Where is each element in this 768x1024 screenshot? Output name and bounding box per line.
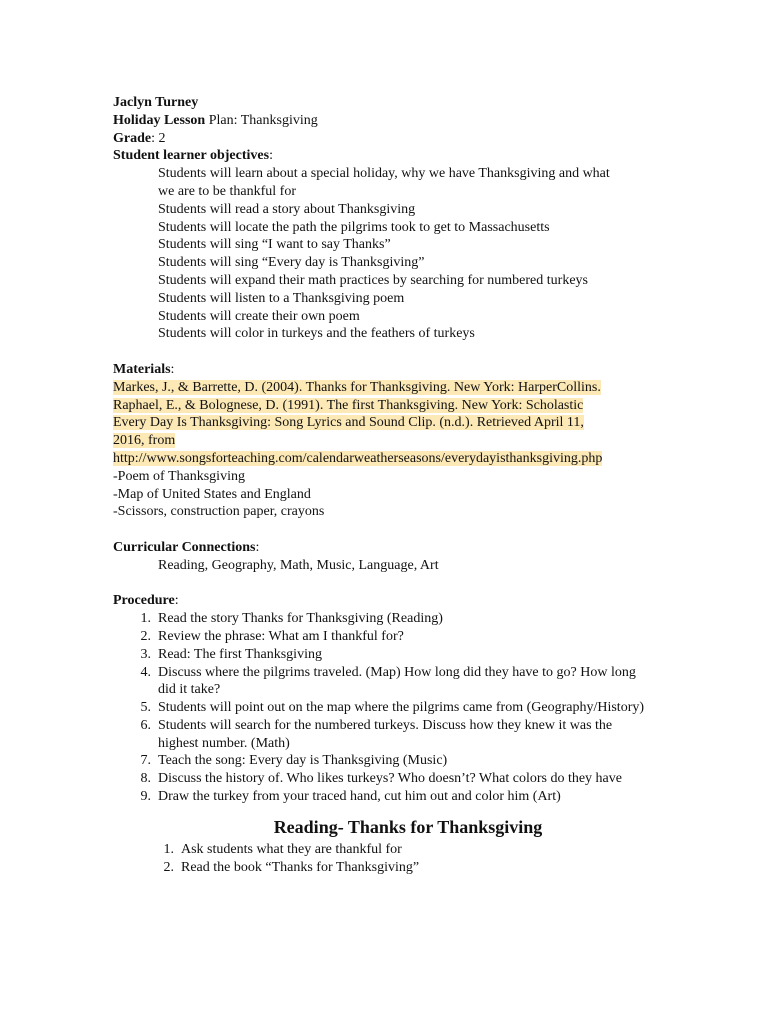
procedure-step: 2. Review the phrase: What am I thankful for? <box>140 628 404 644</box>
author-name: Jaclyn Turney <box>113 95 199 110</box>
procedure-step: 6. Students will search for the numbered turkeys. Discuss how they knew it was the highest number. (Math) <box>140 717 613 751</box>
objectives-list <box>113 165 643 343</box>
lesson-title-line <box>113 112 643 130</box>
objectives-label: Student learner objectives <box>113 148 270 164</box>
objective-item: Students will locate the path the pilgrims took to get to Massachusetts <box>158 219 550 235</box>
materials-label: Materials <box>113 361 171 377</box>
reference-citation: Every Day Is Thanksgiving: Song Lyrics and Sound Clip. (n.d.). Retrieved April 11, <box>113 415 584 431</box>
objective-item: Students will color in turkeys and the feathers of turkeys <box>158 326 475 342</box>
materials-heading: Materials: <box>113 361 175 377</box>
reference-citation: Markes, J., & Barrette, D. (2004). Thanks for Thanksgiving. New York: HarperCollins. <box>113 379 601 395</box>
grade-label: Grade <box>113 130 152 146</box>
reading-step: 1. Ask students what they are thankful for <box>163 841 402 857</box>
curricular-heading: Curricular Connections: <box>113 539 260 555</box>
reading-section-title: Reading- Thanks for Thanksgiving <box>273 816 543 837</box>
objective-item: Students will create their own poem <box>158 308 360 324</box>
reference-citation: Raphael, E., & Bolognese, D. (1991). The first Thanksgiving. New York: Scholastic <box>113 397 584 413</box>
material-item: -Scissors, construction paper, crayons <box>113 504 325 520</box>
curricular-value: Reading, Geography, Math, Music, Language, Art <box>158 557 439 573</box>
lesson-label: Holiday Lesson <box>113 112 206 128</box>
procedure-list <box>113 610 643 806</box>
reference-citation: 2016, from <box>113 433 176 449</box>
procedure-step: 4. Discuss where the pilgrims traveled. (Map) How long did they have to go? How long did it take? <box>140 664 636 698</box>
curricular-label: Curricular Connections <box>113 539 256 555</box>
materials-references <box>113 379 643 468</box>
objective-item: Students will listen to a Thanksgiving poem <box>158 290 405 306</box>
material-item: -Poem of Thanksgiving <box>113 468 245 484</box>
objective-item: Students will learn about a special holiday, why we have Thanksgiving and what <box>158 166 610 182</box>
lesson-value: Plan: Thanksgiving <box>208 112 318 128</box>
reading-step: 2. Read the book “Thanks for Thanksgiving” <box>163 859 420 875</box>
grade-value: : 2 <box>151 130 166 146</box>
procedure-step: 9. Draw the turkey from your traced hand, cut him out and color him (Art) <box>140 789 561 805</box>
objective-item: Students will read a story about Thanksgiving <box>158 201 416 217</box>
procedure-step: 7. Teach the song: Every day is Thanksgiving (Music) <box>140 753 448 769</box>
grade-line <box>113 130 643 148</box>
procedure-step: 8. Discuss the history of. Who likes turkeys? Who doesn’t? What colors do they have <box>140 771 622 787</box>
procedure-step: 5. Students will point out on the map where the pilgrims came from (Geography/History) <box>140 700 645 716</box>
objective-item: Students will expand their math practices by searching for numbered turkeys <box>158 272 588 288</box>
objective-item: Students will sing “Every day is Thanksgiving” <box>158 255 425 271</box>
reference-url: http://www.songsforteaching.com/calendarweatherseasons/everydayisthanksgiving.php <box>113 450 603 466</box>
objective-item: Students will sing “I want to say Thanks” <box>158 237 391 253</box>
objective-item: we are to be thankful for <box>158 183 296 199</box>
procedure-label: Procedure <box>113 593 175 609</box>
reading-steps-list <box>113 841 643 877</box>
material-item: -Map of United States and England <box>113 486 311 502</box>
procedure-step: 1. Read the story Thanks for Thanksgiving (Reading) <box>140 611 443 627</box>
procedure-heading: Procedure: <box>113 593 179 609</box>
procedure-step: 3. Read: The first Thanksgiving <box>140 646 322 662</box>
objectives-heading: Student learner objectives: <box>113 148 273 164</box>
